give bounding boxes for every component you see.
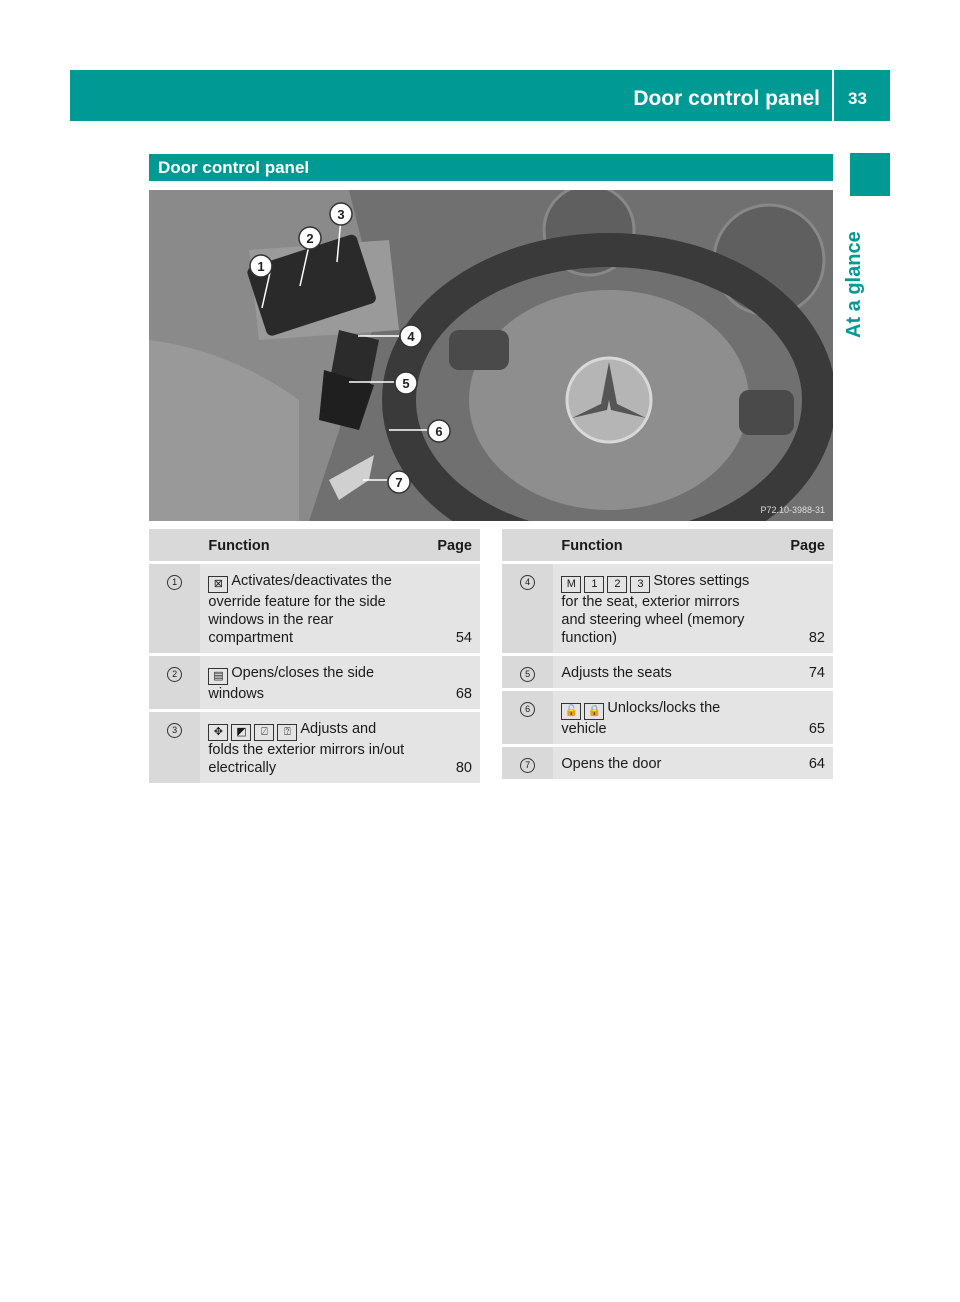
callout-3: 3 [337,207,345,222]
callout-2: 2 [306,231,314,246]
table-row [149,712,480,783]
function-text: Adjusts the seats [561,665,672,681]
button-symbol-icon: 2 [607,576,627,593]
callout-4: 4 [407,329,415,344]
function-cell [553,656,771,688]
page-reference: 65 [771,691,833,744]
page-reference: 82 [771,564,833,653]
callout-5: 5 [402,376,410,391]
function-cell [200,712,418,783]
table-row [149,564,480,653]
header-divider [832,70,834,121]
page-reference: 74 [771,656,833,688]
button-symbol-icon: ✥ [208,724,228,741]
illustration-svg [149,190,833,521]
callout-number: 5 [520,667,535,682]
function-text: Stores settings for the seat, exterior mirrors and steering wheel (memory function) [561,573,750,646]
page-reference: 54 [418,564,480,653]
row-number [502,564,553,653]
page-number: 33 [848,89,867,108]
row-number [149,564,200,653]
button-symbol-icon: M [561,576,581,593]
page-reference: 64 [771,747,833,779]
callout-7: 7 [395,475,403,490]
right-table-body [502,564,833,779]
callout-number: 3 [167,723,182,738]
figure-reference: P72.10-3988-31 [760,505,825,515]
button-symbol-icon: ⍰ [277,724,297,741]
table-header-row [502,529,833,561]
callout-1: 1 [257,259,265,274]
table-row [502,691,833,744]
section-heading [149,154,833,181]
row-number [502,747,553,779]
table-row [149,656,480,709]
function-text: Activates/deactivates the override feature for the side windows in the rear compartment [208,573,392,646]
callout-6: 6 [435,424,443,439]
row-number [502,691,553,744]
function-header: Function [200,529,418,561]
number-header [149,529,200,561]
function-text: Adjusts and folds the exterior mirrors in/out electrically [208,721,405,776]
page-reference: 68 [418,656,480,709]
page-header-cell: Page [418,529,480,561]
button-symbol-icon: ▤ [208,668,228,685]
door-control-illustration [149,190,833,521]
page-reference: 80 [418,712,480,783]
button-symbol-icon: 3 [630,576,650,593]
function-cell [200,564,418,653]
function-table-right [502,526,833,782]
page-header-cell: Page [771,529,833,561]
function-cell [553,691,771,744]
header-title: Door control panel [633,87,820,110]
function-cell [553,747,771,779]
section-title: Door control panel [158,158,310,177]
callout-number: 4 [520,575,535,590]
chapter-tab [850,153,890,196]
button-symbol-icon: 🔒 [584,703,604,720]
table-row [502,564,833,653]
button-symbol-icon: 🔓 [561,703,581,720]
number-header [502,529,553,561]
left-table-body [149,564,480,783]
row-number [149,712,200,783]
callout-number: 1 [167,575,182,590]
callout-number: 6 [520,702,535,717]
button-symbol-icon: ⍁ [254,724,274,741]
button-symbol-icon: 1 [584,576,604,593]
chapter-label: At a glance [843,231,865,338]
function-table-left [149,526,480,786]
function-text: Opens/closes the side windows [208,665,375,702]
row-number [502,656,553,688]
function-text: Unlocks/locks the vehicle [561,700,721,737]
function-cell [553,564,771,653]
button-symbol-icon: ◩ [231,724,251,741]
button-symbol-icon: ⊠ [208,576,228,593]
table-header-row [149,529,480,561]
page-header [70,70,890,121]
table-row [502,656,833,688]
callout-number: 7 [520,758,535,773]
row-number [149,656,200,709]
function-header: Function [553,529,771,561]
function-cell [200,656,418,709]
function-text: Opens the door [561,756,662,772]
table-row [502,747,833,779]
callout-number: 2 [167,667,182,682]
